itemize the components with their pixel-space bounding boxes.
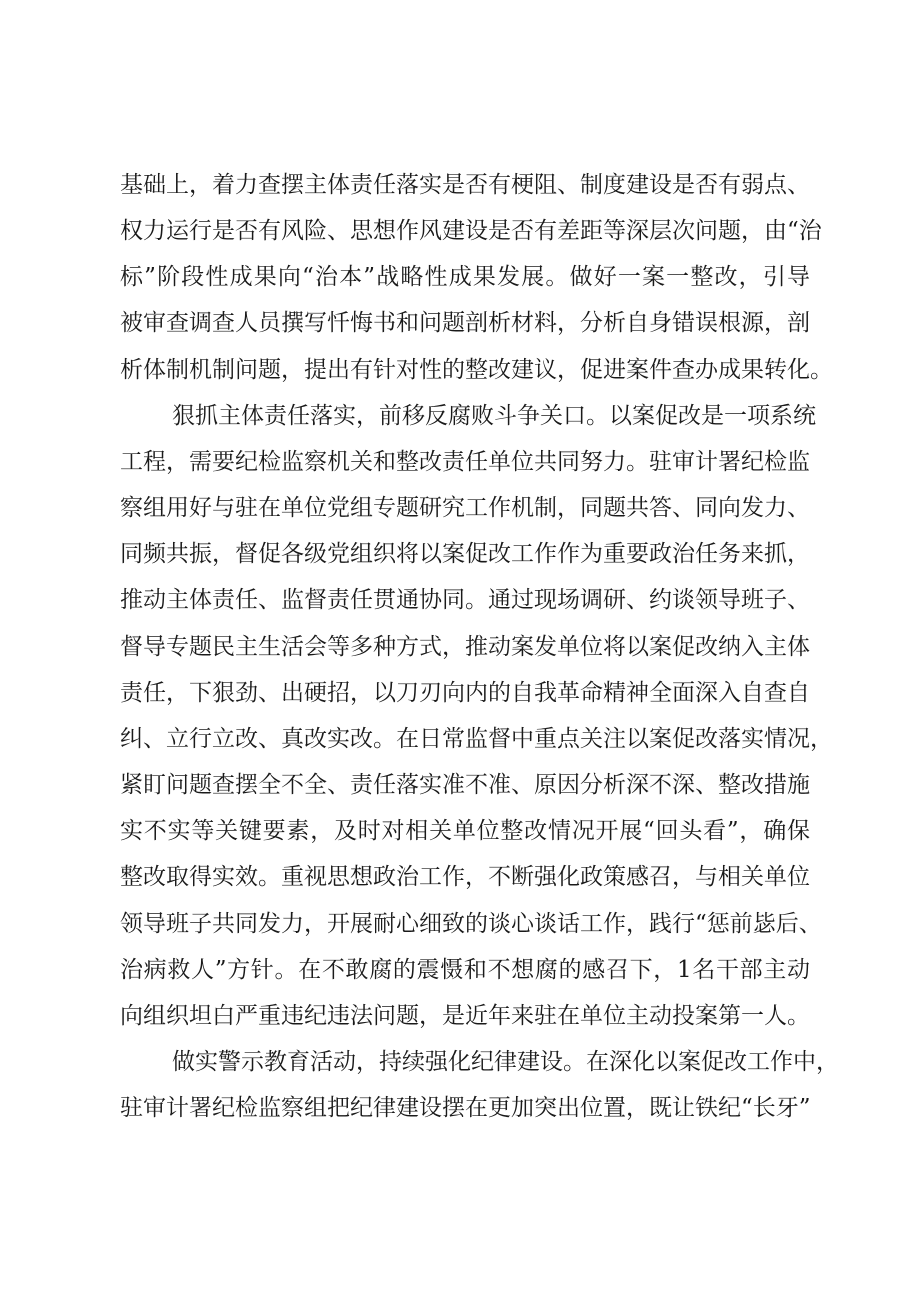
text-line: 督导专题民主生活会等多种方式，推动案发单位将以案促改纳入主体 (120, 633, 810, 660)
text-line: 实不实等关键要素，及时对相关单位整改情况开展“回头看”，确保 (120, 818, 810, 845)
text-line: 整改取得实效。重视思想政治工作，不断强化政策感召，与相关单位 (120, 864, 810, 891)
text-line: 领导班子共同发力，开展耐心细致的谈心谈话工作，践行“惩前毖后、 (120, 910, 822, 937)
text-line: 紧盯问题查摆全不全、责任落实准不准、原因分析深不深、整改措施 (120, 772, 810, 799)
text-line: 驻审计署纪检监察组把纪律建设摆在更加突出位置，既让铁纪“长牙” (120, 1095, 811, 1122)
text-line: 被审查调查人员撰写忏悔书和问题剖析材料，分析自身错误根源，剖 (120, 310, 810, 337)
text-line: 察组用好与驻在单位党组专题研究工作机制，同题共答、同向发力、 (120, 495, 810, 522)
text-line: 权力运行是否有风险、思想作风建设是否有差距等深层次问题，由“治 (120, 218, 822, 245)
text-line: 基础上，着力查摆主体责任落实是否有梗阻、制度建设是否有弱点、 (120, 172, 810, 198)
text-line: 纠、立行立改、真改实改。在日常监督中重点关注以案促改落实情况， (120, 725, 833, 752)
text-line: 析体制机制问题，提出有针对性的整改建议，促进案件查办成果转化。 (120, 356, 833, 383)
paragraph-first-line: 狠抓主体责任落实，前移反腐败斗争关口。以案促改是一项系统 (172, 402, 816, 429)
text-line: 治病救人”方针。在不敢腐的震慑和不想腐的感召下，1名干部主动 (120, 956, 810, 983)
text-line: 同频共振，督促各级党组织将以案促改工作作为重要政治任务来抓， (120, 541, 810, 568)
body-text (120, 162, 839, 1131)
text-line: 向组织坦白严重违纪违法问题，是近年来驻在单位主动投案第一人。 (120, 1002, 810, 1029)
text-line: 标”阶段性成果向“治本”战略性成果发展。做好一案一整改，引导 (120, 264, 810, 291)
paragraph-first-line: 做实警示教育活动，持续强化纪律建设。在深化以案促改工作中， (172, 1048, 839, 1075)
text-line: 工程，需要纪检监察机关和整改责任单位共同努力。驻审计署纪检监 (120, 448, 810, 475)
text-line: 责任，下狠劲、出硬招，以刀刃向内的自我革命精神全面深入自查自 (120, 679, 810, 706)
text-line: 推动主体责任、监督责任贯通协同。通过现场调研、约谈领导班子、 (120, 587, 810, 614)
